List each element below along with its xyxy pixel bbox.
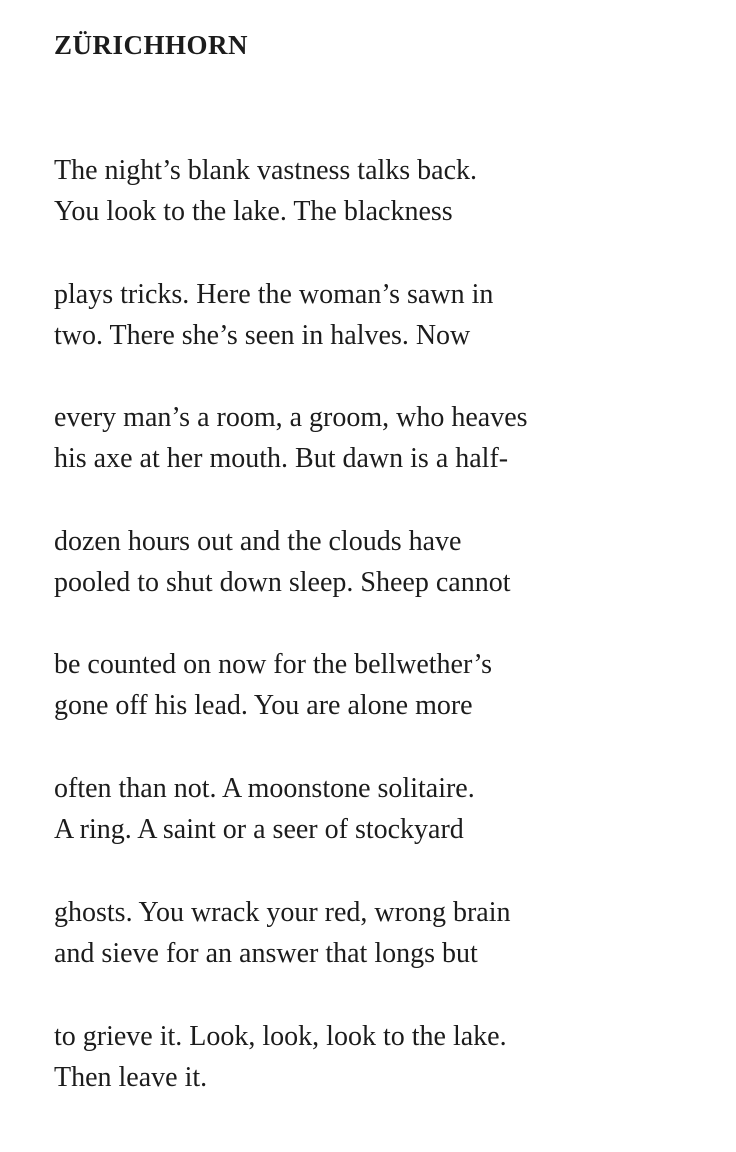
stanza xyxy=(54,892,511,974)
poem-line: You look to the lake. The blackness xyxy=(54,196,453,227)
poem-line: his axe at her mouth. But dawn is a half- xyxy=(54,443,509,474)
poem-line: dozen hours out and the clouds have xyxy=(54,526,462,557)
poem-line: ghosts. You wrack your red, wrong brain xyxy=(54,897,511,928)
poem-line: and sieve for an answer that longs but xyxy=(54,938,478,969)
stanza xyxy=(54,1016,507,1098)
poem-line: often than not. A moonstone solitaire. xyxy=(54,773,475,804)
poem-line: A ring. A saint or a seer of stockyard xyxy=(54,814,464,845)
stanza xyxy=(54,768,475,850)
poem-line: plays tricks. Here the woman’s sawn in xyxy=(54,279,494,310)
poem-line: pooled to shut down sleep. Sheep cannot xyxy=(54,567,511,598)
poem-line: be counted on now for the bellwether’s xyxy=(54,649,493,680)
poem-line: two. There she’s seen in halves. Now xyxy=(54,320,471,351)
stanza xyxy=(54,521,510,603)
stanza xyxy=(54,274,493,356)
poem-line: every man’s a room, a groom, who heaves xyxy=(54,402,528,433)
stanza xyxy=(54,150,477,232)
poem-line: Then leave it. xyxy=(54,1062,208,1093)
stanza xyxy=(54,644,492,726)
poem-line: to grieve it. Look, look, look to the lake. xyxy=(54,1021,507,1052)
poem-title: ZÜRICHHORN xyxy=(54,30,249,60)
stanza xyxy=(54,397,528,479)
poem-line: gone off his lead. You are alone more xyxy=(54,690,473,721)
poem-line: The night’s blank vastness talks back. xyxy=(54,155,478,186)
